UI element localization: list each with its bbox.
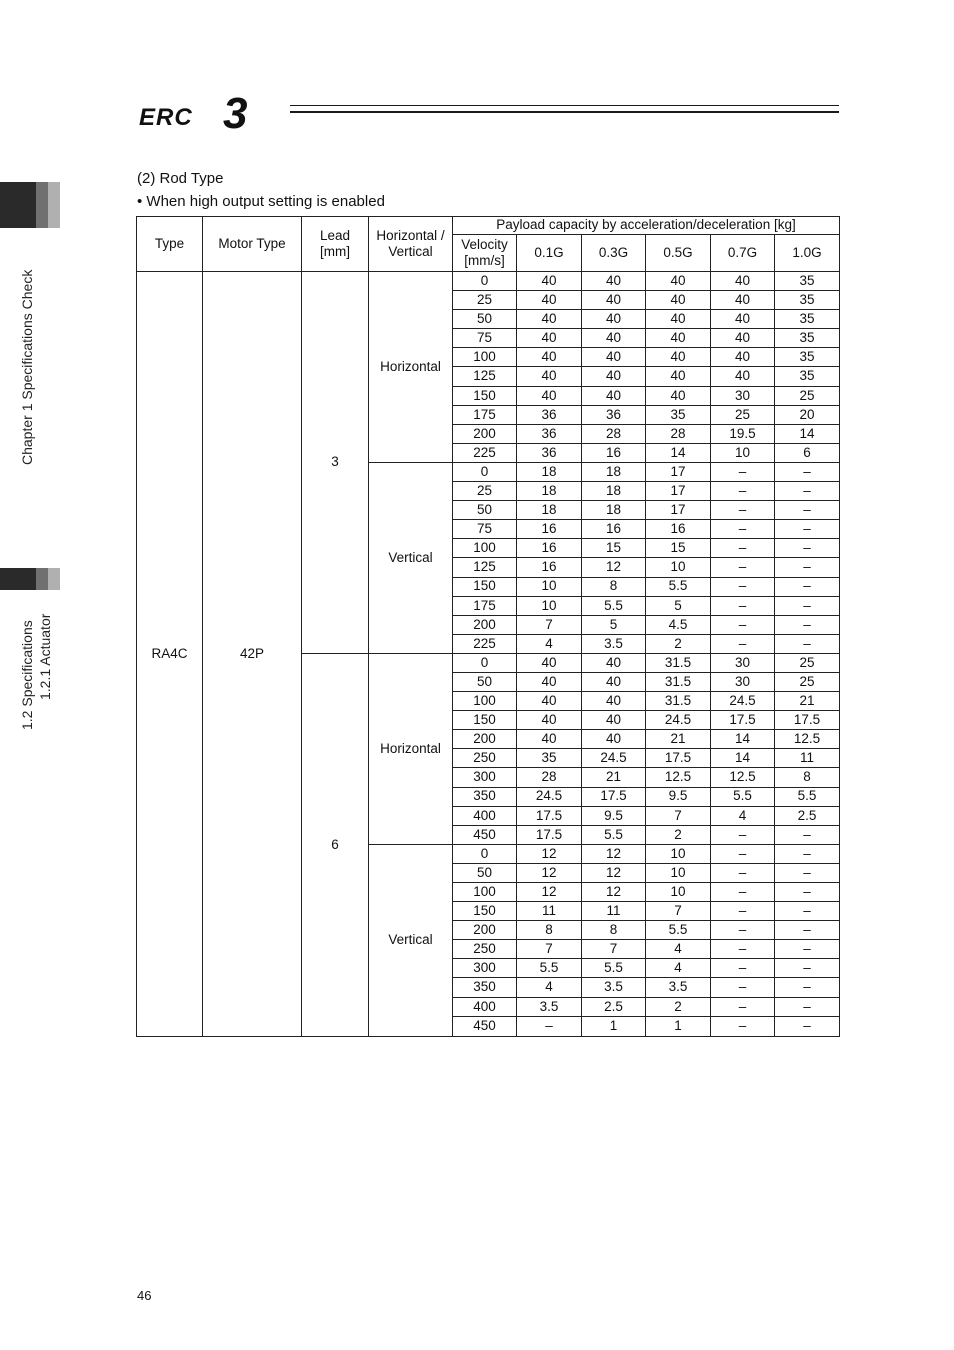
payload-cell: 40 [517,272,582,291]
payload-cell: 15 [582,539,646,558]
velocity-cell: 250 [453,940,517,959]
payload-cell: 28 [517,768,582,787]
payload-cell: 14 [711,749,775,768]
payload-cell: 8 [582,578,646,597]
payload-cell: 40 [711,367,775,386]
payload-cell: 36 [517,444,582,463]
velocity-cell: 75 [453,329,517,348]
payload-cell: – [711,616,775,635]
payload-cell: 18 [582,463,646,482]
payload-cell: 12 [582,558,646,577]
velocity-cell: 150 [453,711,517,730]
payload-cell: 12.5 [711,768,775,787]
payload-cell: 5 [646,597,711,616]
payload-cell: 10 [517,597,582,616]
payload-cell: 25 [775,387,839,406]
velocity-cell: 50 [453,864,517,883]
payload-cell: 7 [646,902,711,921]
payload-cell: 35 [775,367,839,386]
payload-cell: 35 [517,749,582,768]
payload-cell: – [711,940,775,959]
velocity-cell: 50 [453,673,517,692]
payload-cell: 35 [775,329,839,348]
payload-cell: 17.5 [582,788,646,807]
payload-cell: 17 [646,501,711,520]
header-accel: 1.0G [775,235,839,272]
svg-text:ERC: ERC [139,104,193,131]
velocity-cell: 100 [453,692,517,711]
payload-cell: 40 [517,692,582,711]
velocity-cell: 350 [453,788,517,807]
payload-cell: – [775,940,839,959]
payload-cell: 40 [646,272,711,291]
payload-cell: – [711,883,775,902]
payload-cell: 10 [711,444,775,463]
payload-cell: 14 [711,730,775,749]
payload-cell: 40 [517,348,582,367]
payload-cell: 40 [711,272,775,291]
payload-cell: 2 [646,998,711,1017]
payload-cell: 14 [646,444,711,463]
payload-cell: – [775,883,839,902]
payload-cell: 16 [646,520,711,539]
payload-cell: – [775,558,839,577]
section-title: (2) Rod Type [137,170,224,187]
payload-cell: – [711,635,775,654]
payload-cell: 8 [517,921,582,940]
payload-cell: – [775,616,839,635]
header-accel: 0.7G [711,235,775,272]
page-number: 46 [137,1288,152,1303]
payload-cell: 5.5 [582,597,646,616]
payload-cell: 11 [582,902,646,921]
payload-cell: 24.5 [517,788,582,807]
velocity-cell: 450 [453,826,517,845]
payload-cell: 40 [711,348,775,367]
payload-cell: 18 [517,482,582,501]
velocity-cell: 0 [453,272,517,291]
payload-cell: 40 [517,711,582,730]
payload-cell: 30 [711,654,775,673]
payload-cell: – [517,1017,582,1036]
payload-cell: 1 [582,1017,646,1036]
payload-cell: – [711,482,775,501]
payload-cell: 35 [775,310,839,329]
payload-cell: – [775,921,839,940]
payload-cell: 4.5 [646,616,711,635]
payload-cell: 12.5 [775,730,839,749]
payload-cell: 17.5 [517,807,582,826]
payload-cell: 40 [517,673,582,692]
payload-cell: 3.5 [517,998,582,1017]
payload-cell: – [711,1017,775,1036]
payload-cell: 17 [646,463,711,482]
payload-cell: 12 [517,883,582,902]
payload-cell: 9.5 [582,807,646,826]
payload-cell: 40 [517,291,582,310]
payload-cell: 28 [646,425,711,444]
header-motor-type: Motor Type [203,217,302,272]
payload-cell: 17.5 [711,711,775,730]
section-note: • When high output setting is enabled [137,193,385,210]
velocity-cell: 175 [453,597,517,616]
header-rule-thin [290,105,839,106]
payload-cell: 15 [646,539,711,558]
payload-cell: – [711,864,775,883]
chapter-side-tab [0,182,60,228]
payload-cell: 40 [646,348,711,367]
payload-cell: 19.5 [711,425,775,444]
velocity-cell: 300 [453,768,517,787]
header-rule-thick [290,111,839,113]
payload-cell: 36 [582,406,646,425]
payload-cell: 3.5 [646,978,711,997]
payload-cell: 4 [646,959,711,978]
payload-cell: 7 [582,940,646,959]
velocity-cell: 350 [453,978,517,997]
payload-cell: – [775,482,839,501]
header-type: Type [137,217,203,272]
velocity-cell: 150 [453,902,517,921]
velocity-cell: 0 [453,463,517,482]
payload-cell: 21 [775,692,839,711]
velocity-cell: 225 [453,444,517,463]
payload-cell: 1 [646,1017,711,1036]
payload-cell: 8 [775,768,839,787]
velocity-cell: 25 [453,291,517,310]
lead-cell: 6 [302,654,369,1036]
section-side-label-1: 1.2 Specifications [19,620,35,730]
payload-cell: 30 [711,673,775,692]
payload-cell: 7 [517,616,582,635]
payload-cell: – [711,463,775,482]
payload-cell: 5.5 [775,788,839,807]
payload-cell: – [711,902,775,921]
payload-cell: 25 [775,654,839,673]
velocity-cell: 50 [453,310,517,329]
payload-cell: 17.5 [517,826,582,845]
payload-cell: 16 [517,539,582,558]
payload-cell: 4 [711,807,775,826]
payload-cell: 40 [582,348,646,367]
payload-cell: – [775,578,839,597]
payload-cell: 16 [582,520,646,539]
velocity-cell: 100 [453,539,517,558]
payload-cell: 40 [646,367,711,386]
payload-cell: 7 [646,807,711,826]
payload-cell: 17 [646,482,711,501]
payload-cell: 28 [582,425,646,444]
payload-cell: 40 [582,272,646,291]
section-side-tab [0,568,60,590]
payload-cell: 12 [517,864,582,883]
payload-cell: 40 [582,367,646,386]
payload-cell: 40 [582,730,646,749]
velocity-cell: 0 [453,845,517,864]
payload-cell: 40 [711,310,775,329]
payload-cell: – [775,635,839,654]
header-lead: Lead [mm] [302,217,369,272]
velocity-cell: 125 [453,367,517,386]
payload-cell: 40 [711,329,775,348]
payload-cell: 12 [582,883,646,902]
payload-cell: 40 [646,387,711,406]
payload-cell: 2 [646,826,711,845]
payload-cell: – [711,845,775,864]
payload-cell: 24.5 [711,692,775,711]
payload-cell: 40 [582,673,646,692]
payload-cell: 18 [582,501,646,520]
payload-cell: 24.5 [646,711,711,730]
payload-cell: 17.5 [646,749,711,768]
payload-cell: 9.5 [646,788,711,807]
orientation-cell: Vertical [369,845,453,1036]
velocity-cell: 300 [453,959,517,978]
payload-cell: 6 [775,444,839,463]
payload-cell: 12 [582,864,646,883]
payload-cell: 5 [582,616,646,635]
velocity-cell: 200 [453,616,517,635]
payload-cell: 11 [775,749,839,768]
payload-cell: 40 [582,387,646,406]
velocity-cell: 25 [453,482,517,501]
payload-cell: 40 [646,291,711,310]
payload-cell: – [775,845,839,864]
payload-cell: – [803,1018,811,1034]
payload-cell: – [775,520,839,539]
velocity-cell: 200 [453,425,517,444]
payload-cell: 40 [517,329,582,348]
payload-cell: – [775,597,839,616]
velocity-cell: 200 [453,921,517,940]
payload-cell: 40 [582,711,646,730]
section-side-label-2: 1.2.1 Actuator [37,613,53,700]
header-payload: Payload capacity by acceleration/deceleration [kg] [453,217,839,235]
payload-cell: 3.5 [582,978,646,997]
payload-cell: 12.5 [646,768,711,787]
orientation-cell: Vertical [369,463,453,654]
payload-cell: 25 [711,406,775,425]
payload-cell: 10 [646,558,711,577]
payload-cell: – [711,921,775,940]
payload-cell: 4 [517,635,582,654]
payload-cell: 35 [775,272,839,291]
payload-cell: 18 [517,501,582,520]
velocity-cell: 100 [453,883,517,902]
payload-cell: 10 [646,845,711,864]
velocity-cell: 225 [453,635,517,654]
velocity-cell: 100 [453,348,517,367]
payload-cell: 40 [517,730,582,749]
payload-cell: 4 [517,978,582,997]
velocity-cell: 0 [453,654,517,673]
payload-cell: 40 [711,291,775,310]
payload-cell: – [775,539,839,558]
payload-cell: – [711,826,775,845]
payload-cell: 35 [775,348,839,367]
svg-text:3: 3 [223,92,248,132]
payload-cell: 5.5 [711,788,775,807]
payload-cell: – [711,558,775,577]
payload-cell: 2.5 [582,998,646,1017]
payload-cell: – [775,959,839,978]
payload-cell: 7 [517,940,582,959]
payload-cell: – [775,998,839,1017]
type-cell: RA4C [137,272,203,1036]
orientation-cell: Horizontal [369,272,453,463]
payload-cell: 5.5 [582,826,646,845]
payload-cell: 10 [646,883,711,902]
header-orientation: Horizontal / Vertical [369,217,453,272]
payload-cell: – [711,597,775,616]
payload-cell: 5.5 [517,959,582,978]
payload-cell: 35 [775,291,839,310]
payload-cell: – [711,578,775,597]
payload-cell: 40 [517,654,582,673]
payload-cell: 16 [517,520,582,539]
payload-cell: 24.5 [582,749,646,768]
payload-cell: 17.5 [775,711,839,730]
payload-cell: 12 [582,845,646,864]
payload-cell: 5.5 [582,959,646,978]
payload-cell: 35 [646,406,711,425]
payload-cell: 10 [517,578,582,597]
velocity-cell: 150 [453,578,517,597]
velocity-cell: 400 [453,807,517,826]
payload-cell: – [711,998,775,1017]
header-accel: 0.5G [646,235,711,272]
payload-cell: 2 [646,635,711,654]
header-velocity: Velocity [mm/s] [453,235,517,272]
payload-cell: 10 [646,864,711,883]
lead-cell: 3 [302,272,369,654]
payload-cell: 40 [582,310,646,329]
payload-cell: 40 [582,692,646,711]
payload-cell: 21 [582,768,646,787]
velocity-cell: 125 [453,558,517,577]
payload-cell: 30 [711,387,775,406]
payload-cell: 31.5 [646,673,711,692]
velocity-cell: 75 [453,520,517,539]
payload-cell: 5.5 [646,921,711,940]
payload-table [136,216,840,1037]
velocity-cell: 450 [453,1017,517,1036]
payload-cell: – [775,864,839,883]
payload-cell: 36 [517,406,582,425]
payload-cell: 40 [646,329,711,348]
payload-cell: 40 [517,387,582,406]
payload-cell: – [775,902,839,921]
payload-cell: – [711,501,775,520]
payload-cell: – [775,826,839,845]
payload-cell: 31.5 [646,692,711,711]
payload-cell: 16 [582,444,646,463]
payload-cell: 40 [582,291,646,310]
header-accel: 0.1G [517,235,582,272]
payload-cell: 5.5 [646,578,711,597]
velocity-cell: 50 [453,501,517,520]
velocity-cell: 200 [453,730,517,749]
payload-cell: – [711,978,775,997]
payload-cell: 14 [775,425,839,444]
velocity-cell: 175 [453,406,517,425]
motor-type-cell: 42P [203,272,302,1036]
header-accel: 0.3G [582,235,646,272]
payload-cell: 36 [517,425,582,444]
payload-cell: 18 [582,482,646,501]
payload-cell: 18 [517,463,582,482]
payload-cell: 3.5 [582,635,646,654]
payload-cell: – [711,959,775,978]
payload-cell: 40 [582,329,646,348]
velocity-cell: 250 [453,749,517,768]
erc3-logo [137,92,282,132]
payload-cell: 8 [582,921,646,940]
payload-cell: 11 [517,902,582,921]
payload-cell: – [775,978,839,997]
payload-cell: 40 [517,367,582,386]
payload-cell: 12 [517,845,582,864]
payload-cell: – [775,501,839,520]
payload-cell: 21 [646,730,711,749]
payload-cell: 40 [646,310,711,329]
payload-cell: – [711,520,775,539]
payload-cell: – [775,463,839,482]
velocity-cell: 400 [453,998,517,1017]
payload-cell: 20 [775,406,839,425]
orientation-cell: Horizontal [369,654,453,845]
payload-cell: – [711,539,775,558]
payload-cell: 40 [517,310,582,329]
payload-cell: 31.5 [646,654,711,673]
chapter-side-label: Chapter 1 Specifications Check [19,269,35,465]
payload-cell: 40 [582,654,646,673]
payload-cell: 25 [775,673,839,692]
payload-cell: 2.5 [775,807,839,826]
payload-cell: 4 [646,940,711,959]
velocity-cell: 150 [453,387,517,406]
payload-cell: 16 [517,558,582,577]
